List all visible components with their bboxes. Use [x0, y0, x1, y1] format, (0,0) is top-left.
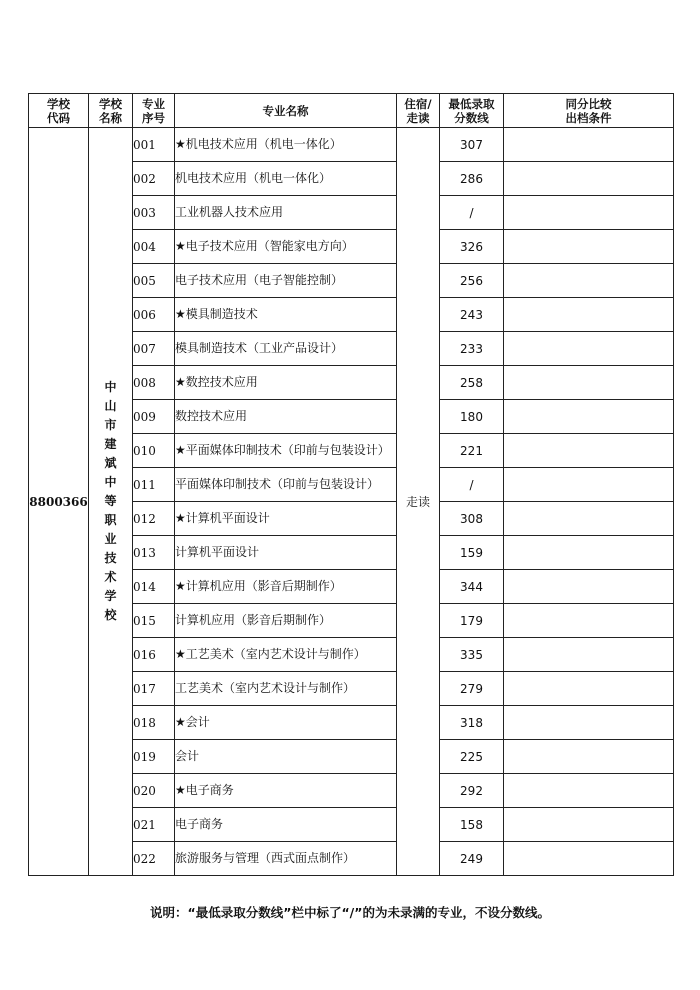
major-seq-cell: 006 [133, 298, 175, 332]
min-score-cell: 286 [440, 162, 504, 196]
min-score-cell: 308 [440, 502, 504, 536]
tie-condition-cell [504, 468, 674, 502]
tie-condition-cell [504, 298, 674, 332]
major-name-cell: ★电子技术应用（智能家电方向） [175, 230, 397, 264]
tie-condition-cell [504, 808, 674, 842]
tie-condition-cell [504, 672, 674, 706]
min-score-cell: 180 [440, 400, 504, 434]
tie-condition-cell [504, 366, 674, 400]
major-name-cell: ★数控技术应用 [175, 366, 397, 400]
school-code-cell: 8800366 [29, 128, 89, 876]
major-name-cell: ★机电技术应用（机电一体化） [175, 128, 397, 162]
header-major-seq: 专业 序号 [133, 94, 175, 128]
min-score-cell: 335 [440, 638, 504, 672]
tie-condition-cell [504, 502, 674, 536]
min-score-cell: 344 [440, 570, 504, 604]
min-score-cell: / [440, 468, 504, 502]
major-name-cell: 机电技术应用（机电一体化） [175, 162, 397, 196]
major-name-cell: 会计 [175, 740, 397, 774]
major-seq-cell: 018 [133, 706, 175, 740]
min-score-cell: 225 [440, 740, 504, 774]
header-min-score: 最低录取 分数线 [440, 94, 504, 128]
header-tie-condition: 同分比较 出档条件 [504, 94, 674, 128]
major-name-cell: ★工艺美术（室内艺术设计与制作） [175, 638, 397, 672]
major-name-cell: 工艺美术（室内艺术设计与制作） [175, 672, 397, 706]
major-seq-cell: 008 [133, 366, 175, 400]
header-major-name: 专业名称 [175, 94, 397, 128]
major-name-cell: 电子技术应用（电子智能控制） [175, 264, 397, 298]
tie-condition-cell [504, 264, 674, 298]
min-score-cell: 292 [440, 774, 504, 808]
min-score-cell: 221 [440, 434, 504, 468]
min-score-cell: 318 [440, 706, 504, 740]
table-body [29, 128, 674, 876]
major-seq-cell: 011 [133, 468, 175, 502]
tie-condition-cell [504, 196, 674, 230]
footnote: 说明：“最低录取分数线”栏中标了“/”的为未录满的专业，不设分数线。 [150, 905, 550, 920]
major-name-cell: ★电子商务 [175, 774, 397, 808]
major-name-cell: 计算机平面设计 [175, 536, 397, 570]
major-name-cell: ★模具制造技术 [175, 298, 397, 332]
major-seq-cell: 015 [133, 604, 175, 638]
school-name-text: 中山市建斌中等职业技术学校 [104, 380, 117, 622]
major-seq-cell: 009 [133, 400, 175, 434]
min-score-cell: 256 [440, 264, 504, 298]
header-school-name: 学校 名称 [89, 94, 133, 128]
major-name-cell: 计算机应用（影音后期制作） [175, 604, 397, 638]
major-name-cell: 模具制造技术（工业产品设计） [175, 332, 397, 366]
header-accommodation: 住宿/ 走读 [397, 94, 440, 128]
major-seq-cell: 021 [133, 808, 175, 842]
min-score-cell: 279 [440, 672, 504, 706]
major-name-cell: ★平面媒体印制技术（印前与包装设计） [175, 434, 397, 468]
tie-condition-cell [504, 774, 674, 808]
accommodation-cell: 走读 [397, 128, 440, 876]
min-score-cell: 258 [440, 366, 504, 400]
tie-condition-cell [504, 162, 674, 196]
major-seq-cell: 003 [133, 196, 175, 230]
major-name-cell: ★会计 [175, 706, 397, 740]
major-seq-cell: 002 [133, 162, 175, 196]
tie-condition-cell [504, 434, 674, 468]
tie-condition-cell [504, 570, 674, 604]
min-score-cell: 307 [440, 128, 504, 162]
major-seq-cell: 012 [133, 502, 175, 536]
tie-condition-cell [504, 604, 674, 638]
major-name-cell: ★计算机平面设计 [175, 502, 397, 536]
major-seq-cell: 007 [133, 332, 175, 366]
min-score-cell: / [440, 196, 504, 230]
tie-condition-cell [504, 332, 674, 366]
tie-condition-cell [504, 400, 674, 434]
min-score-cell: 179 [440, 604, 504, 638]
tie-condition-cell [504, 740, 674, 774]
school-name-cell [89, 128, 133, 876]
admission-score-table [28, 93, 674, 876]
major-seq-cell: 014 [133, 570, 175, 604]
major-seq-cell: 017 [133, 672, 175, 706]
tie-condition-cell [504, 536, 674, 570]
min-score-cell: 159 [440, 536, 504, 570]
major-seq-cell: 019 [133, 740, 175, 774]
major-seq-cell: 016 [133, 638, 175, 672]
tie-condition-cell [504, 128, 674, 162]
major-seq-cell: 001 [133, 128, 175, 162]
major-name-cell: 工业机器人技术应用 [175, 196, 397, 230]
min-score-cell: 243 [440, 298, 504, 332]
tie-condition-cell [504, 706, 674, 740]
tie-condition-cell [504, 842, 674, 876]
major-seq-cell: 004 [133, 230, 175, 264]
header-school-code: 学校 代码 [29, 94, 89, 128]
major-name-cell: 旅游服务与管理（西式面点制作） [175, 842, 397, 876]
major-seq-cell: 005 [133, 264, 175, 298]
table-header-row [29, 94, 674, 128]
tie-condition-cell [504, 230, 674, 264]
min-score-cell: 158 [440, 808, 504, 842]
major-seq-cell: 010 [133, 434, 175, 468]
min-score-cell: 233 [440, 332, 504, 366]
min-score-cell: 249 [440, 842, 504, 876]
min-score-cell: 326 [440, 230, 504, 264]
major-name-cell: ★计算机应用（影音后期制作） [175, 570, 397, 604]
major-seq-cell: 013 [133, 536, 175, 570]
major-name-cell: 电子商务 [175, 808, 397, 842]
major-seq-cell: 022 [133, 842, 175, 876]
table-row [29, 128, 674, 162]
major-seq-cell: 020 [133, 774, 175, 808]
tie-condition-cell [504, 638, 674, 672]
major-name-cell: 平面媒体印制技术（印前与包装设计） [175, 468, 397, 502]
major-name-cell: 数控技术应用 [175, 400, 397, 434]
